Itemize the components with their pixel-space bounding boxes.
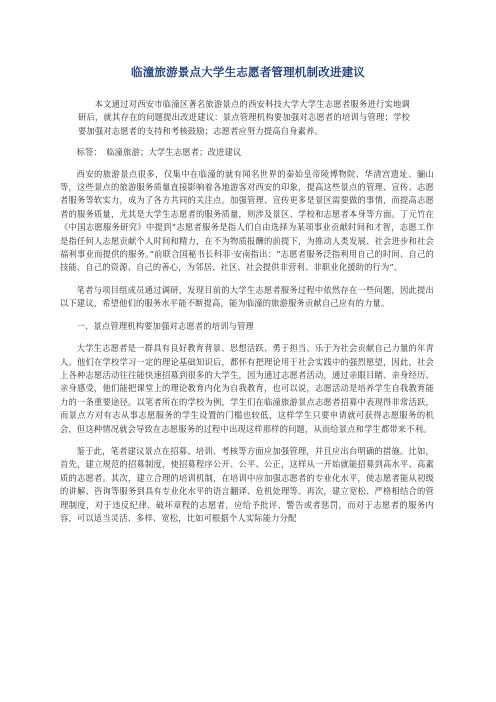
section-heading: 一、景点管理机构要加强对志愿者的培训与管理 [76,320,254,331]
document-title: 临潼旅游景点大学生志愿者管理机制改进建议 [131,65,365,79]
body-paragraph: 鉴于此，笔者建议景点在招募、培训、考核等方面应加强管理，并且应出台明确的措施。比如，首先，建立规范的招募制度，使招募程序公开、公平、公正，这样从一开始就能招募到高水平、高素质的志愿者。其次，建立合理的培训机制，在培训中应加强志愿者的专业化水平，使志愿者能从初级的讲解、咨询等服务到具有专业化水平的语言翻译、危机处理等。再次，建立宽松、严格相结合的管理制度，对于违反纪律、破坏章程的志愿者，应给予批评、警告或者惩罚，而对于志愿者的服务内容，可以适当灵活、多样、宽松，比如可根据个人实际能力分配 [60,445,434,523]
abstract-paragraph: 本文通过对西安市临潼区著名旅游景点的西安科技大学大学生志愿者服务进行实地调研后，就其存在的问题提出改进建议：景点管理机构要加强对志愿者的培训与管理；学校要加强对志愿者的支持和考核鼓励；志愿者应努力提高自身素养。 [78,99,410,136]
body-paragraph: 大学生志愿者是一群具有良好教育背景、思想活跃、勇于担当、乐于为社会贡献自己力量的年青人。他们在学校学习一定的理论基础知识后，都怀有把理论用于社会实践中的强烈愿望，因此，社会上各种志愿活动往往能快速招募到很多的大学生，因为通过志愿者活动，通过亲眼目睹、亲身经历、亲身感受，他们能把课堂上的理论教育内化为自我教育，也可以说，志愿活动是培养学生自我教育能力的一条重要途径。以笔者所在的学校为例，学生们在临潼旅游景点志愿者招募中表现得非常活跃，而景点方对有志从事志愿服务的学生设置的门槛也较低，这样学生只要申请就可获得志愿服务的机会，但这种情况就会导致在志愿服务的过程中出现这样那样的问题，从而给景点和学生都带来不利。 [60,343,434,434]
body-paragraph: 笔者与项目组成员通过调研，发现目前的大学生志愿者服务过程中依然存在一些问题，因此提出以下建议，希望他们的服务水平能不断提高，能为临潼的旅游服务贡献自己应有的力量。 [60,284,434,309]
document-body [60,98,434,525]
body-paragraph: 西安的旅游景点很多，仅集中在临潼的就有闻名世界的秦始皇帝陵博物院、华清宫遗址、骊山等，这些景点的旅游服务质量直接影响着各地游客对西安的印象，提高这些景点的管理、宣传、志愿者服务等软实力，成为了各方共同的关注点。加强管理、宣传更多是景区需要做的事情，而提高志愿者的服务质量，尤其是大学生志愿者的服务质量，则涉及景区、学校和志愿者本身等方面。丁元竹在《中国志愿服务研究》中提到“志愿者服务是指人们自由选择为某项事业贡献时间和才智，志愿工作是指任何人志愿贡献个人时间和精力，在不为物质报酬的前提下，为推动人类发展、社会进步和社会福利事业而提供的服务。”前联合国秘书长科菲·安南指出：“志愿者服务泛指利用自己的时间、自己的技能、自己的资源、自己的善心，为邻居、社区、社会提供非营利、非职业化援助的行为”。 [60,168,434,273]
keywords-line: 标签： 临潼旅游；大学生志愿者；改进建议 [76,147,242,158]
